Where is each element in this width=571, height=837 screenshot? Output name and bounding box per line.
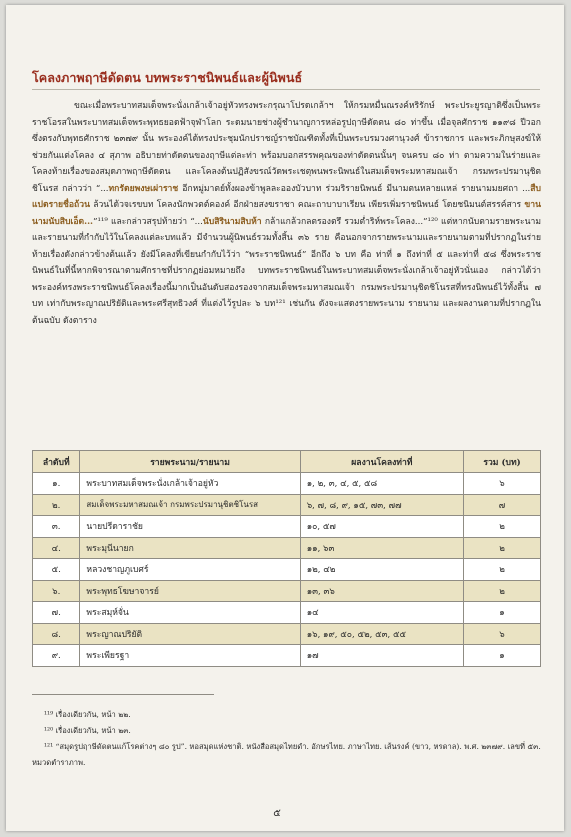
row-order: ๕.: [33, 559, 80, 581]
row-total: ๑: [464, 645, 541, 667]
row-name: นายปรีดาราชัย: [80, 516, 300, 538]
table-row: [33, 516, 541, 538]
heading-divider: [32, 89, 540, 90]
row-poems: ๑๐, ๕๗: [300, 516, 463, 538]
row-total: ๒: [464, 559, 541, 581]
table-row: [33, 623, 541, 645]
row-name: พระสมุห์จั่น: [80, 602, 300, 624]
row-total: ๒: [464, 537, 541, 559]
footnote: ¹¹⁹ เรื่องเดียวกัน, หน้า ๒๒.: [44, 710, 131, 719]
row-order: ๗.: [33, 602, 80, 624]
table-row: [33, 645, 541, 667]
row-name: สมเด็จพระมหาสมณเจ้า กรมพระปรมานุชิตชิโนรส: [80, 494, 300, 516]
body-text: [32, 98, 541, 329]
page-number: ๕: [273, 808, 281, 819]
table-row: [33, 580, 541, 602]
authors-table: [32, 450, 541, 667]
table-header-row: [33, 451, 541, 473]
row-poems: ๑๑, ๖๓: [300, 537, 463, 559]
row-total: ๑: [464, 602, 541, 624]
row-name: พระพุทธโฆษาจารย์: [80, 580, 300, 602]
text-run: อีกหมู่มาตย์ทั้งผองข้าพูลละอองบัวบาท ร่วมริรายนิพนธ์ มีนามตนหลายแหล่ รายนามมยศถา ...: [178, 183, 531, 194]
header-order: ลำดับที่: [33, 451, 80, 473]
footnote: ¹²¹ “สมุดรูปฤาษีดัดตนแก้โรคต่างๆ ๘๐ รูป”. หอสมุดแห่งชาติ. หนังสือสมุดไทยดำ. อักษรไทย. ภาษาไทย. เส้นรงค์ (ขาว, หรดาล). พ.ศ. ๒๓๗๙. เลขที่ ๕๓. หมวดตำราภาพ.: [32, 742, 541, 767]
header-total: รวม (บท): [464, 451, 541, 473]
highlighted-quote: ทกรัตยพงษเผ่าราช: [108, 183, 179, 194]
row-total: ๗: [464, 494, 541, 516]
footnotes: [32, 707, 541, 771]
footnote-divider: [32, 694, 214, 695]
row-total: ๖: [464, 473, 541, 495]
section-heading: โคลงภาพฤาษีดัดตน บทพระราชนิพนธ์และผู้นิพนธ์: [32, 70, 303, 85]
row-total: ๒: [464, 580, 541, 602]
table-row: [33, 559, 541, 581]
row-poems: ๖, ๗, ๘, ๙, ๑๕, ๗๓, ๗๗: [300, 494, 463, 516]
row-poems: ๑๖, ๑๙, ๕๐, ๕๒, ๕๓, ๕๕: [300, 623, 463, 645]
row-name: พระเพียรฐา: [80, 645, 300, 667]
row-poems: ๑๓, ๓๖: [300, 580, 463, 602]
highlighted-quote: นับสิรินามสิบห้า: [202, 216, 262, 227]
table-row: [33, 494, 541, 516]
row-poems: ๑๒, ๔๒: [300, 559, 463, 581]
header-poems: ผลงานโคลงท่าที่: [300, 451, 463, 473]
row-order: ๔.: [33, 537, 80, 559]
document-page: [6, 5, 564, 831]
highlighted-quote: สืบแปตรายชื่อถ้วน: [32, 183, 541, 210]
table-row: [33, 602, 541, 624]
text-run: ”¹¹⁹ และกล่าวสรุปท้ายว่า “...: [93, 216, 203, 227]
table-row: [33, 537, 541, 559]
text-run: กล้าแกล้วกลตรองตรึ รวมต่ำริห์พระโคลง...”¹²⁰ แต่หากนับตามรายพระนามและรายนามที่กำกับไว้ในโคลงแต่ละบทแล้ว มีจำนวนผู้นิพนธ์รวมทั้งสิ้น ๓๖ ราย คือนอกจากรายพระนามและรายนามตามที่ปรากฏในร่ายท้ายเรื่องดังกล่าวข้างต้นแล้ว ยังมีโคลงที่เขียนกำกับไว้ว่า “พระราชนิพนธ์” อีกถึง ๖ บท คือ ท่าที่ ๑ ถึงท่าที่ ๕ และท่าที่ ๕๘ ซึ่งพระราชนิพนธ์ในที่นี้หากพิจารณาตามศักราชที่ปรากฏย่อมหมายถึง บทพระราชนิพนธ์ในพระบาทสมเด็จพระนั่งเกล้าเจ้าอยู่หัวนั่นเอง กล่าวได้ว่าพระองค์ทรงพระราชนิพนธ์โคลงเรื่องนี้มากเป็นอันดับสองรองจากสมเด็จพระมหาสมณเจ้า กรมพระปรมานุชิตชิโนรสที่ทรงนิพนธ์ไว้ทั้งสิ้น ๗ บท เท่ากับพระญาณปริยัติและพระศรีสุทธิวงศ์ ที่แต่งไว้รูปละ ๖ บท¹²¹ เช่นกัน ดังจะแสดงรายพระนาม รายนาม และผลงานตามที่ปรากฏในต้นฉบับ ดังตาราง: [32, 216, 541, 326]
header-name: รายพระนาม/รายนาม: [80, 451, 300, 473]
row-poems: ๑๗: [300, 645, 463, 667]
text-run: ล้วนได้วจเรขบท โคลงนักพวตต์คองค์ อีกฝ่ายสงฆราชา คณะถาบาบาเรียน เพียรเพิ่มราชนิพนธ์ โดยชนิมนต์สรรค์สาร: [89, 200, 525, 210]
row-total: ๖: [464, 623, 541, 645]
row-order: ๓.: [33, 516, 80, 538]
text-run: ขณะเมื่อพระบาทสมเด็จพระนั่งเกล้าเจ้าอยู่หัวทรงพระกรุณาโปรดเกล้าฯ ให้กรมหมื่นณรงค์หริรักษ์ พระประยูรญาติซึ่งเป็นพระราชโอรสในพระบาทสมเด็จพระพุทธยอดฟ้าจุฬาโลก ระดมนายช่างผู้ชำนาญการหล่อรูปฤาษีดัดตน ๘๐ ท่าขึ้น เมื่อจุลศักราช ๑๑๙๘ ปีวอก ซึ่งตรงกับพุทธศักราช ๒๓๗๙ นั้น พระองค์ได้ทรงประชุมนักปราชญ์ราชบัณฑิตทั้งที่เป็นพระบรมวงศานุวงศ์ ข้าราชการ และพระภิกษุสงฆ์ให้ช่วยกันแต่งโคลง ๔ สุภาพ อธิบายท่าดัดตนของฤาษีแต่ละท่า พร้อมบอกสรรพคุณของท่าดัดตนนั้นๆ จนครบ ๘๐ ท่า ตามความในร่ายและโคลงท้ายเรื่องของสมุดภาพฤาษีดัดตน และโคลงต้นปฏิสังขรณ์วัดพระเชตุพนพระนิพนธ์ในสมเด็จพระมหาสมณเจ้า กรมพระปรมานุชิตชิโนรส กล่าวว่า “...: [32, 101, 541, 194]
row-name: หลวงชาญภูเบศร์: [80, 559, 300, 581]
row-order: ๘.: [33, 623, 80, 645]
row-poems: ๑, ๒, ๓, ๔, ๕, ๕๘: [300, 473, 463, 495]
row-poems: ๑๔: [300, 602, 463, 624]
row-order: ๒.: [33, 494, 80, 516]
table-row: [33, 473, 541, 495]
row-order: ๑.: [33, 473, 80, 495]
row-order: ๙.: [33, 645, 80, 667]
row-order: ๖.: [33, 580, 80, 602]
row-name: พระญาณปริยัติ: [80, 623, 300, 645]
footnote: ¹²⁰ เรื่องเดียวกัน, หน้า ๒๓.: [44, 726, 131, 735]
intro-paragraph: [32, 98, 541, 329]
highlighted-quote: ขานนามนับสิบเอ็ด...: [32, 200, 541, 227]
row-total: ๒: [464, 516, 541, 538]
row-name: พระมุนีนายก: [80, 537, 300, 559]
row-name: พระบาทสมเด็จพระนั่งเกล้าเจ้าอยู่หัว: [80, 473, 300, 495]
